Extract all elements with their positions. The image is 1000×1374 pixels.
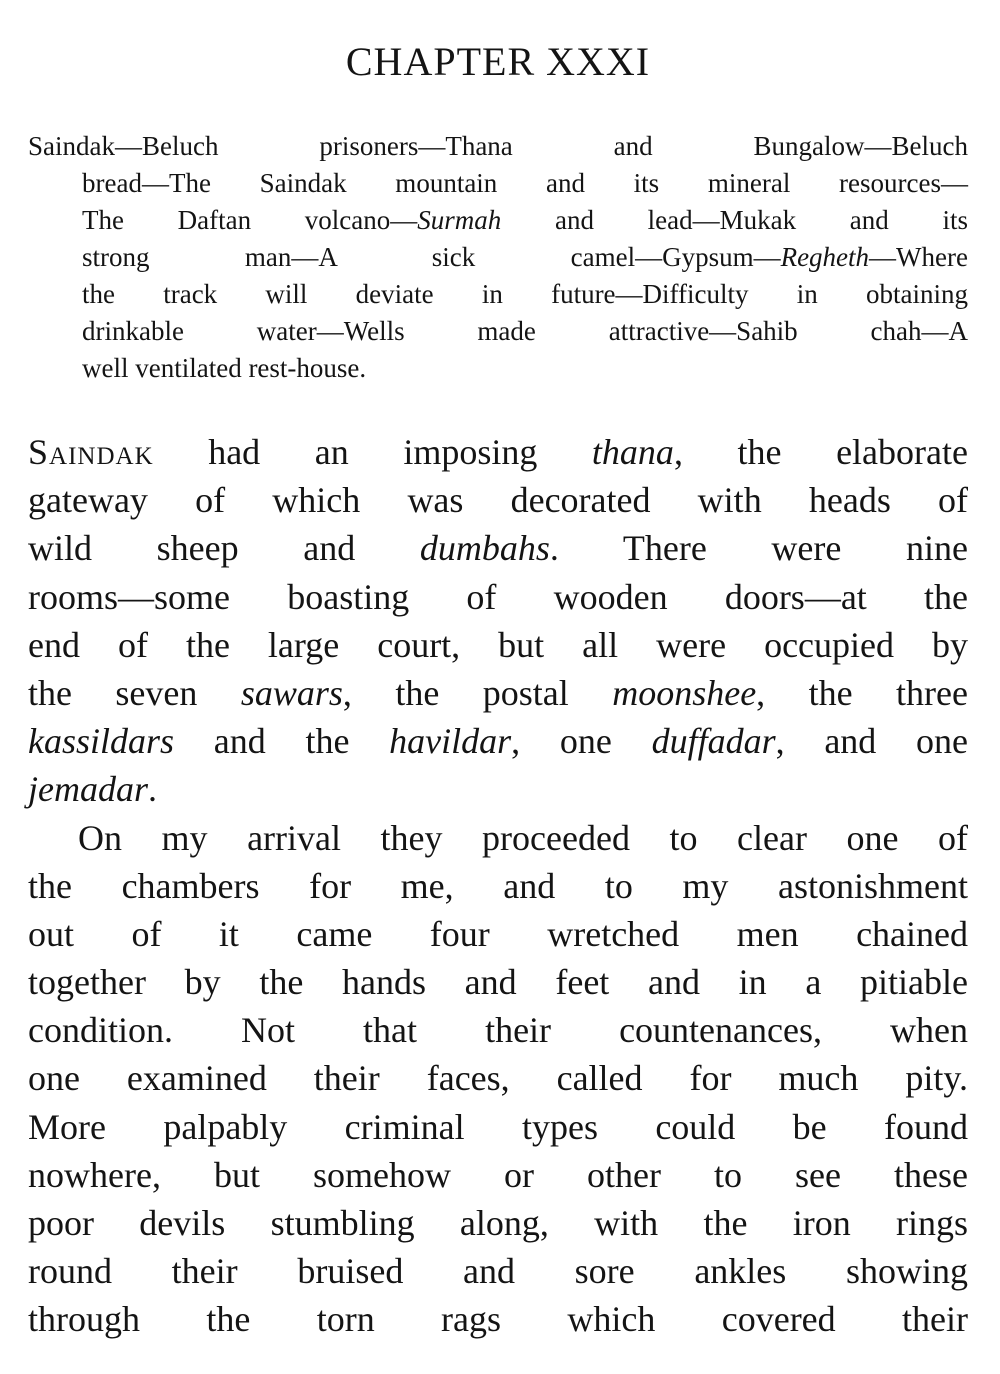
text-run: On my arrival they proceeded to clear one of (78, 817, 968, 858)
italic-text: Surmah (417, 205, 502, 235)
text-run: gateway of which was decorated with heads of (28, 480, 968, 521)
italic-text: Regheth (780, 242, 870, 272)
text-run: the chambers for me, and to my astonishment (28, 865, 968, 906)
text-line (28, 1247, 968, 1295)
text-line (28, 524, 968, 572)
synopsis-line (82, 313, 968, 350)
text-run: and the (174, 721, 390, 762)
text-line (28, 1054, 968, 1102)
text-run: wild sheep and (28, 528, 420, 569)
italic-text: moonshee (612, 672, 757, 713)
synopsis-line (82, 276, 968, 313)
synopsis-line (82, 202, 968, 239)
italic-text: sawars (240, 672, 343, 713)
body-text (28, 428, 968, 1344)
text-line (28, 1199, 968, 1247)
text-run: round their bruised and sore ankles showing (28, 1251, 968, 1292)
synopsis-line (82, 239, 968, 276)
small-caps-text: Saindak (28, 432, 154, 472)
synopsis-line (28, 128, 968, 165)
text-run: end of the large court, but all were occupied by (28, 624, 968, 665)
text-run: the seven (28, 672, 241, 713)
paragraph (28, 814, 968, 1344)
text-run: More palpably criminal types could be found (28, 1106, 968, 1147)
text-run: —Where (869, 242, 968, 272)
text-line (28, 862, 968, 910)
synopsis-line (82, 350, 968, 387)
text-run: bread—The Saindak mountain and its mineral resources— (82, 168, 968, 198)
italic-text: jemadar (28, 769, 148, 810)
italic-text: thana (591, 432, 674, 472)
text-line (28, 476, 968, 524)
text-line (28, 958, 968, 1006)
text-run: well ventilated rest-house. (82, 353, 367, 383)
text-run: one examined their faces, called for much pity. (28, 1058, 968, 1099)
text-line (28, 621, 968, 669)
text-run: , the elaborate (673, 432, 968, 472)
chapter-title: CHAPTER XXXI (345, 39, 651, 84)
text-run: rooms—some boasting of wooden doors—at the (28, 576, 968, 617)
text-line (28, 428, 968, 476)
text-run: out of it came four wretched men chained (28, 913, 968, 954)
text-run: together by the hands and feet and in a pitiable (28, 962, 968, 1003)
text-run: . (148, 769, 157, 810)
text-run: and lead—Mukak and its (501, 205, 968, 235)
text-line (28, 573, 968, 621)
text-line (28, 910, 968, 958)
italic-text: kassildars (28, 721, 175, 762)
text-run: drinkable water—Wells made attractive—Sahib chah—A (82, 316, 968, 346)
italic-text: duffadar (651, 721, 776, 762)
text-run: strong man—A sick camel—Gypsum— (82, 242, 781, 272)
text-run: . There were nine (549, 528, 968, 569)
text-run: nowhere, but somehow or other to see these (28, 1154, 968, 1195)
synopsis-line (82, 165, 968, 202)
text-line (28, 1151, 968, 1199)
paragraph (28, 428, 968, 814)
text-line (78, 814, 968, 862)
italic-text: dumbahs (419, 528, 550, 569)
text-line (28, 1103, 968, 1151)
text-run: condition. Not that their countenances, when (28, 1010, 968, 1051)
text-run: , the three (756, 672, 968, 713)
text-run: the track will deviate in future—Difficulty in obtaining (82, 279, 968, 309)
text-line (28, 717, 968, 765)
text-line (28, 765, 968, 813)
text-run: through the torn rags which covered their (28, 1299, 968, 1340)
chapter-synopsis (28, 128, 968, 387)
italic-text: havildar (389, 721, 512, 762)
text-line (28, 669, 968, 717)
text-run: , the postal (342, 672, 613, 713)
text-run: , and one (775, 721, 968, 762)
text-run: The Daftan volcano— (82, 205, 418, 235)
text-run: , one (511, 721, 652, 762)
text-line (28, 1006, 968, 1054)
text-run: Saindak—Beluch prisoners—Thana and Bungalow—Beluch (28, 131, 968, 161)
text-run: poor devils stumbling along, with the iron rings (28, 1203, 968, 1243)
text-line (28, 1295, 968, 1343)
text-run: had an imposing (153, 432, 592, 472)
